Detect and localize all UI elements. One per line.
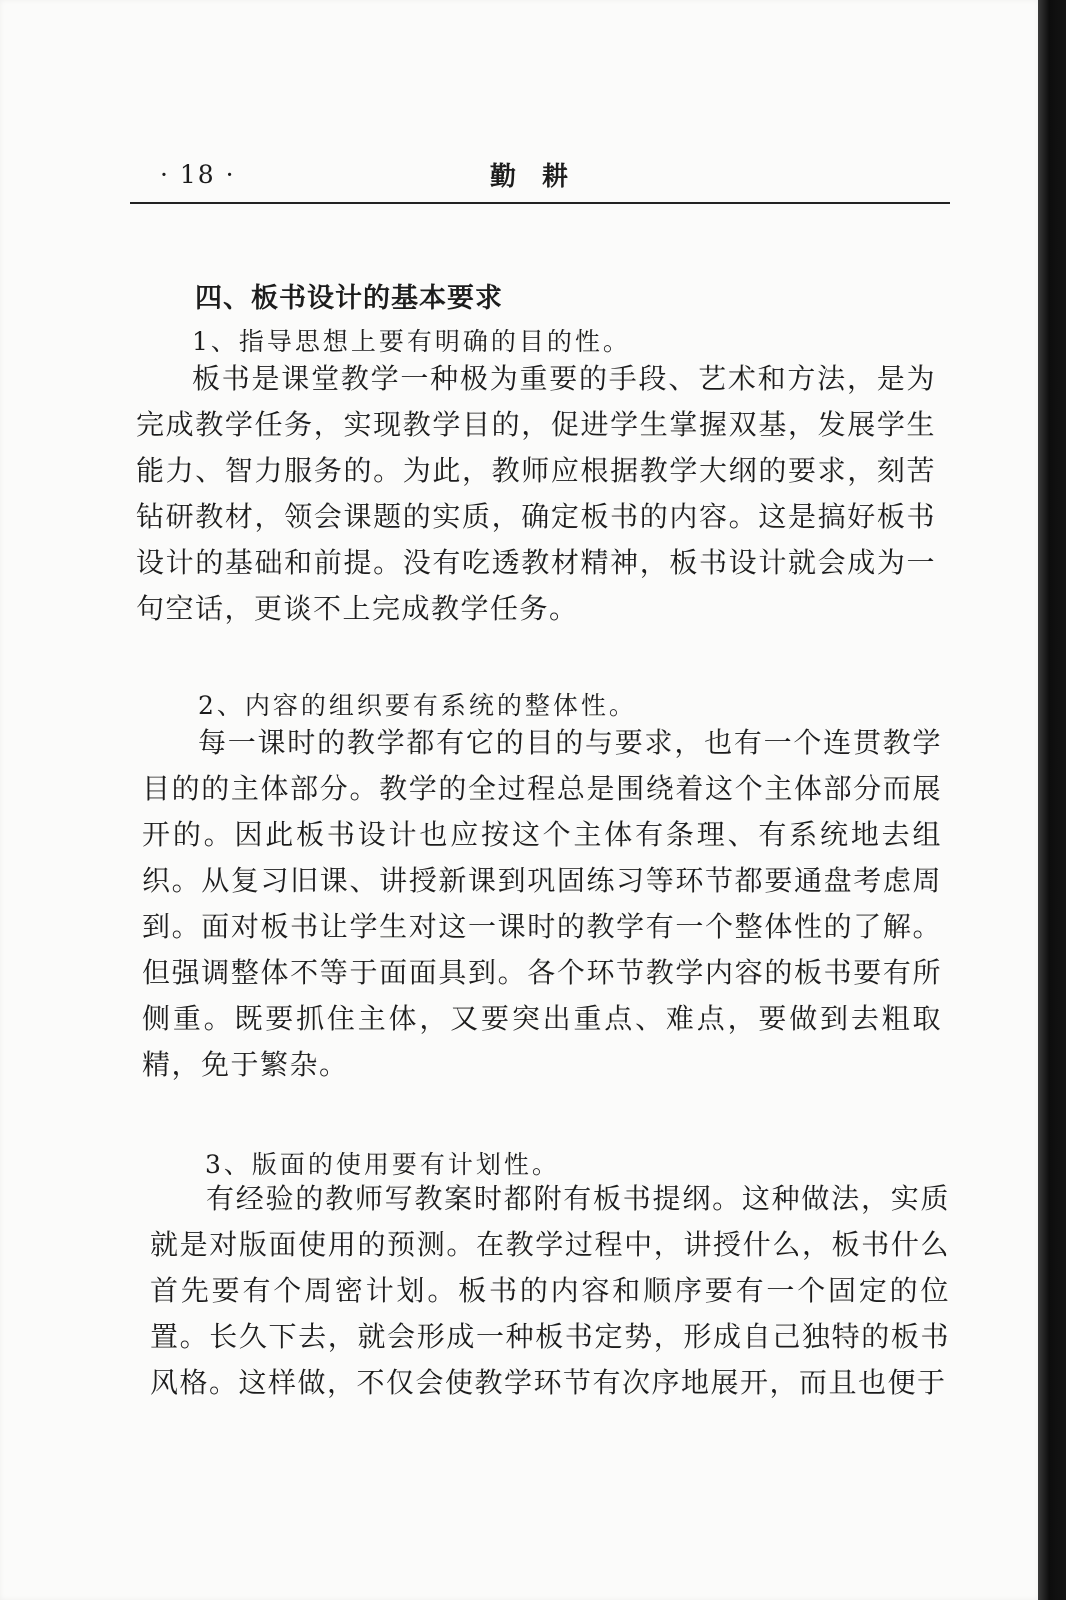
item-heading-1: 1、指导思想上要有明确的目的性。 — [192, 327, 631, 356]
paragraph-2: 每一课时的教学都有它的目的与要求，也有一个连贯教学目的的主体部分。教学的全过程总是围绕着这个主体部分而展开的。因此板书设计也应按这个主体有条理、有系统地去组织。从复习旧课、讲授新课到巩固练习等环节都要通盘考虑周到。面对板书让学生对这一课时的教学有一个整体性的了解。但强调整体不等于面面具到。各个环节教学内容的板书要有所侧重。既要抓住主体，又要突出重点、难点，要做到去粗取精，免于繁杂。 — [142, 726, 942, 1081]
section-heading: 四、板书设计的基本要求 — [195, 283, 503, 314]
header-rule — [130, 202, 950, 204]
running-head — [130, 150, 950, 194]
page-number: · 18 · — [160, 160, 236, 189]
paragraph-1: 板书是课堂教学一种极为重要的手段、艺术和方法，是为完成教学任务，实现教学目的，促进学生掌握双基，发展学生能力、智力服务的。为此，教师应根据教学大纲的要求，刻苦钻研教材，领会课题的实质，确定板书的内容。这是搞好板书设计的基础和前提。没有吃透教材精神，板书设计就会成为一句空话，更谈不上完成教学任务。 — [136, 362, 936, 625]
item-heading-3: 3、版面的使用要有计划性。 — [205, 1150, 560, 1179]
item-heading-2: 2、内容的组织要有系统的整体性。 — [198, 691, 637, 720]
book-spine-shadow — [1038, 0, 1066, 1600]
paragraph-3: 有经验的教师写教案时都附有板书提纲。这种做法，实质就是对版面使用的预测。在教学过程中，讲授什么，板书什么首先要有个周密计划。板书的内容和顺序要有一个固定的位置。长久下去，就会形成一种板书定势，形成自己独特的板书风格。这样做，不仅会使教学环节有次序地展开，而且也便于 — [150, 1182, 950, 1399]
running-title: 勤耕 — [490, 162, 595, 192]
